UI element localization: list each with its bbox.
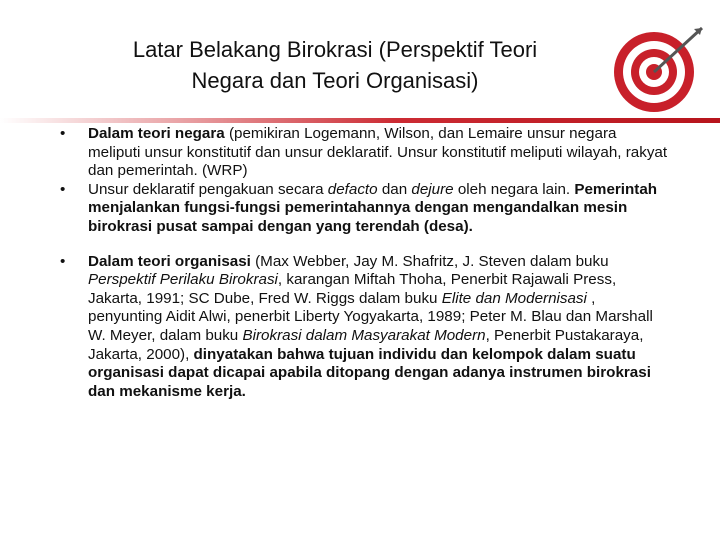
bullet-text: Unsur deklaratif pengakuan secara: [88, 180, 328, 198]
bullet-lead: Dalam teori negara: [88, 125, 225, 142]
title-line-2: Negara dan Teori Organisasi): [191, 68, 479, 93]
bullet-text: (pemikiran Logemann, Wilson, dan Lemaire unsur negara meliputi unsur konstitutif dan unsur deklaratif. Unsur konstitutif meliputi wilayah, rakyat dan pemerintah. (WRP): [88, 125, 668, 180]
bullet-italic-term: defacto: [327, 180, 378, 198]
bullet-list: [50, 125, 670, 401]
title-divider: [0, 118, 720, 123]
bullet-italic-term: dejure: [411, 180, 454, 198]
bullet-text: oleh negara lain.: [453, 180, 575, 198]
target-bullseye-icon: [610, 20, 710, 120]
bullet-marker: •: [60, 180, 66, 198]
bullet-item-unsur-deklaratif: [50, 181, 670, 237]
book-title: Perspektif Perilaku Birokrasi: [88, 271, 278, 289]
bullet-marker: •: [60, 125, 66, 142]
bullet-item-teori-negara: [50, 125, 670, 181]
bullet-text: , Penerbit Pustakaraya, Jakarta, 2000),: [88, 326, 644, 363]
bullet-text: dan: [377, 180, 412, 198]
bullet-text: , karangan Miftah Thoha, Penerbit Rajawali Press, Jakarta, 1991; SC Dube, Fred W. Riggs dalam buku: [88, 271, 617, 307]
bullet-lead: Dalam teori organisasi: [88, 252, 251, 270]
bullet-marker: •: [60, 252, 66, 270]
book-title: Birokrasi dalam Masyarakat Modern: [242, 326, 486, 344]
title-line-1: Latar Belakang Birokrasi (Perspektif Teori: [132, 37, 538, 62]
bullet-emphasis: dinyatakan bahwa tujuan individu dan kelompok dalam suatu organisasi dapat dicapai apabila ditopang dengan adanya instrumen birokrasi dan mekanisme kerja.: [88, 345, 651, 400]
bullet-emphasis: Pemerintah menjalankan fungsi-fungsi pemerintahannya dengan mengandalkan mesin birokrasi pusat sampai dengan yang terendah (desa).: [88, 180, 658, 235]
book-title: Elite dan Modernisasi: [441, 289, 587, 307]
bullet-text: , penyunting Aidit Alwi, penerbit Liberty Yogyakarta, 1989; Peter M. Blau dan Marshall W. Meyer, dalam buku: [88, 289, 653, 344]
bullet-text: (Max Webber, Jay M. Shafritz, J. Steven dalam buku: [250, 252, 609, 270]
slide-title: [70, 34, 600, 96]
bullet-item-teori-organisasi: [50, 253, 670, 402]
